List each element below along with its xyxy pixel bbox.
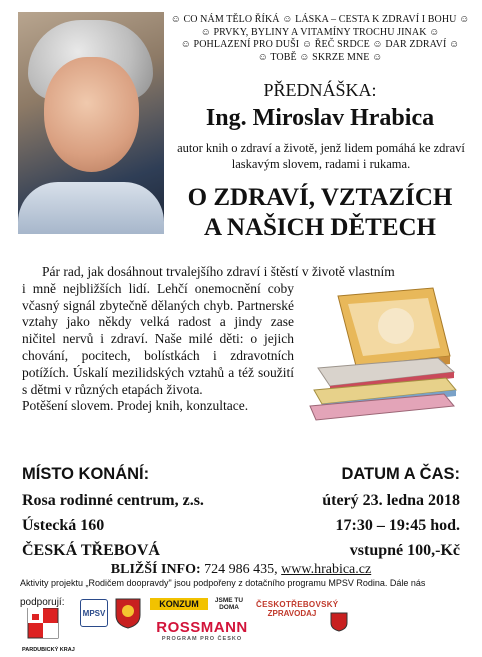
speaker-name: Ing. Miroslav Hrabica: [205, 105, 435, 131]
contact-website-link[interactable]: www.hrabica.cz: [281, 562, 372, 577]
contact-label: BLIŽŠÍ INFO:: [110, 562, 201, 577]
event-time: 17:30 – 19:45 hod.: [335, 517, 460, 534]
crest-small-logo: [330, 612, 348, 632]
speaker-photo: [18, 12, 164, 234]
town-crest-logo: [114, 597, 142, 629]
venue-name: Rosa rodinné centrum, z.s.: [22, 492, 204, 509]
topic-line: ☺ TOBĚ ☺ SKRZE MNE ☺: [257, 51, 383, 63]
venue-street: Ústecká 160: [22, 517, 105, 534]
topic-line: ☺ PRVKY, BYLINY A VITAMÍNY TROCHU JINAK ☺: [200, 26, 440, 38]
zpravodaj-logo: ČESKOTŘEBOVSKÝ ZPRAVODAJ: [256, 600, 339, 618]
contact-phone: 724 986 435,: [204, 562, 278, 577]
pardubicky-kraj-logo: PARDUBICKÝ KRAJ: [22, 608, 64, 652]
venue-city: ČESKÁ TŘEBOVÁ: [22, 542, 160, 559]
funding-note: Aktivity projektu „Rodičem doopravdy" jsou podpořeny z dotačního programu MPSV Rodina. Dále nás: [20, 578, 426, 588]
topic-line: ☺ POHLAZENÍ PRO DUŠI ☺ ŘEČ SRDCE ☺ DAR ZDRAVÍ ☺: [180, 39, 460, 50]
body-first-line: Pár rad, jak dosáhnout trvalejšího zdraví i štěstí v životě vlastním: [42, 264, 395, 279]
venue-heading: MÍSTO KONÁNÍ:: [22, 465, 150, 483]
datetime-heading: DATUM A ČAS:: [341, 465, 460, 483]
jsme-tu-doma-logo: JSME TU DOMA: [210, 595, 248, 613]
konzum-logo: KONZUM: [150, 598, 208, 610]
speaker-description: autor knih o zdraví a životě, jenž lidem pomáhá ke zdraví laskavým slovem, radami i rukama.: [177, 141, 465, 171]
contact-line: [0, 562, 482, 578]
books-image: [308, 286, 458, 422]
topics-list: [170, 14, 470, 64]
rossmann-logo: ROSSMANN PROGRAM PRO ČESKO: [156, 619, 248, 642]
body-paragraph: i mně nejbližších lidí. Lehčí onemocnění coby včasný signál zbytečně dělaných chyb. Partnerské vztahy jako někdy velká radost a jindy zase ničitel nervů i zdraví. Naše milé děti: o jejich chování, pocitech, bolístkách i zdravotních potížích. Úskalí mezilidských vztahů a též soužití s dětmi v různých etapách života.: [22, 280, 294, 397]
body-closing: Potěšení slovem. Prodej knih, konzultace.: [22, 398, 249, 414]
lecture-title: [170, 183, 470, 243]
title-line-1: O ZDRAVÍ, VZTAZÍCH: [187, 184, 453, 211]
topic-line: ☺ CO NÁM TĚLO ŘÍKÁ ☺ LÁSKA – CESTA K ZDRAVÍ I BOHU ☺: [170, 14, 470, 25]
entry-price: vstupné 100,-Kč: [349, 542, 460, 559]
event-date: úterý 23. ledna 2018: [322, 492, 460, 509]
title-line-2: A NAŠICH DĚTECH: [204, 214, 436, 241]
supporters-label: podporují:: [20, 597, 65, 608]
mpsv-logo: MPSV: [80, 599, 108, 627]
event-label: PŘEDNÁŠKA:: [263, 80, 377, 100]
